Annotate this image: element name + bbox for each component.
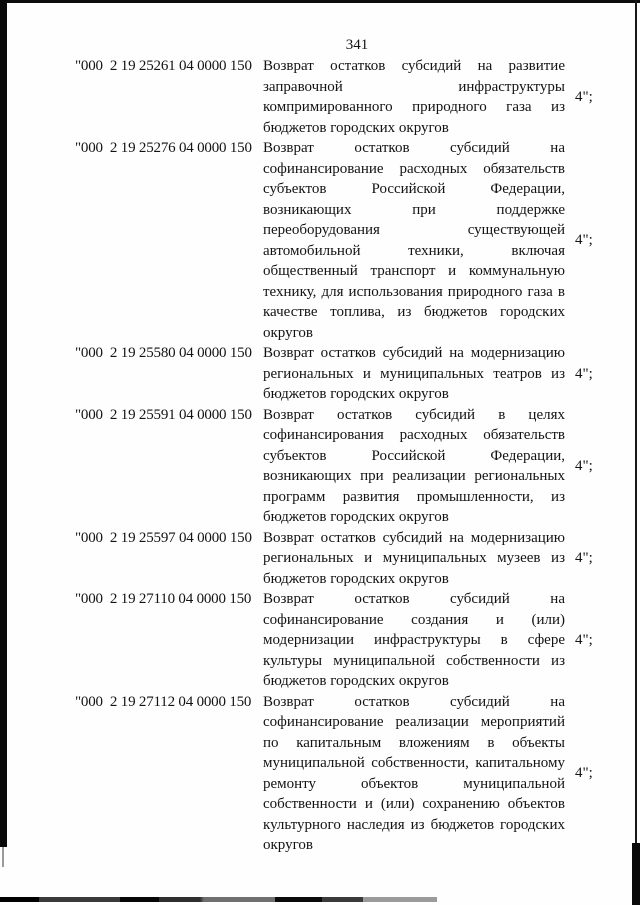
table-row [0,528,640,590]
footnote-marker: 4"; [575,232,593,249]
scan-artifact-top-edge [0,0,640,3]
budget-classification-code: "000 2 19 25597 04 0000 150 [75,529,252,546]
budget-classification-code: "000 2 19 25261 04 0000 150 [75,58,252,74]
entry-description: Возврат остатков субсидий на модернизацию региональных и муниципальных музеев из бюджетов городских округов [263,529,565,587]
table-row [0,692,640,856]
budget-classification-code: "000 2 19 25580 04 0000 150 [75,345,252,361]
entry-description: Возврат остатков субсидий на софинансирование реализации мероприятий по капитальным вложениям в объекты муниципальной собственности, капитальному ремонту объектов муниципальной собственности и (или) сохранению объектов культурного наследия из бюджетов городских округов [263,693,565,853]
table-row [0,589,640,692]
budget-classification-code: "000 2 19 27110 04 0000 150 [75,591,252,607]
scan-artifact-bottom-bar [0,897,640,902]
entry-description: Возврат остатков субсидий на софинансирование расходных обязательств субъектов Российской Федерации, возникающих при поддержке переоборудования существующей автомобильной техники, включая общественный транспорт и коммунальную технику, для использования природного газа в качестве топлива, из бюджетов городских округов [263,140,565,341]
footnote-marker: 4"; [575,365,593,382]
footnote-marker: 4"; [575,88,593,105]
footnote-marker: 4"; [575,550,593,566]
budget-code-table [0,56,640,856]
table-row [0,56,640,138]
budget-classification-code: "000 2 19 25276 04 0000 150 [75,140,252,156]
entry-description: Возврат остатков субсидий на софинансирование создания и (или) модернизации инфраструктуры в сфере культуры муниципальной собственности из бюджетов городских округов [263,591,565,689]
footnote-marker: 4"; [575,765,593,782]
table-row [0,138,640,343]
entry-description: Возврат остатков субсидий на развитие заправочной инфраструктуры компримированного природного газа из бюджетов городских округов [263,58,565,136]
footnote-marker: 4"; [575,632,593,648]
table-row [0,343,640,405]
footnote-marker: 4"; [575,457,593,474]
budget-classification-code: "000 2 19 25591 04 0000 150 [75,406,252,423]
entry-description: Возврат остатков субсидий в целях софинансирования расходных обязательств субъектов Российской Федерации, возникающих при реализации региональных программ развития промышленности, из бюджетов городских округов [263,406,565,525]
entry-description: Возврат остатков субсидий на модернизацию региональных и муниципальных театров из бюджетов городских округов [263,345,565,402]
budget-classification-code: "000 2 19 27112 04 0000 150 [75,693,252,710]
page-number: 341 [345,37,369,53]
table-row [0,405,640,528]
